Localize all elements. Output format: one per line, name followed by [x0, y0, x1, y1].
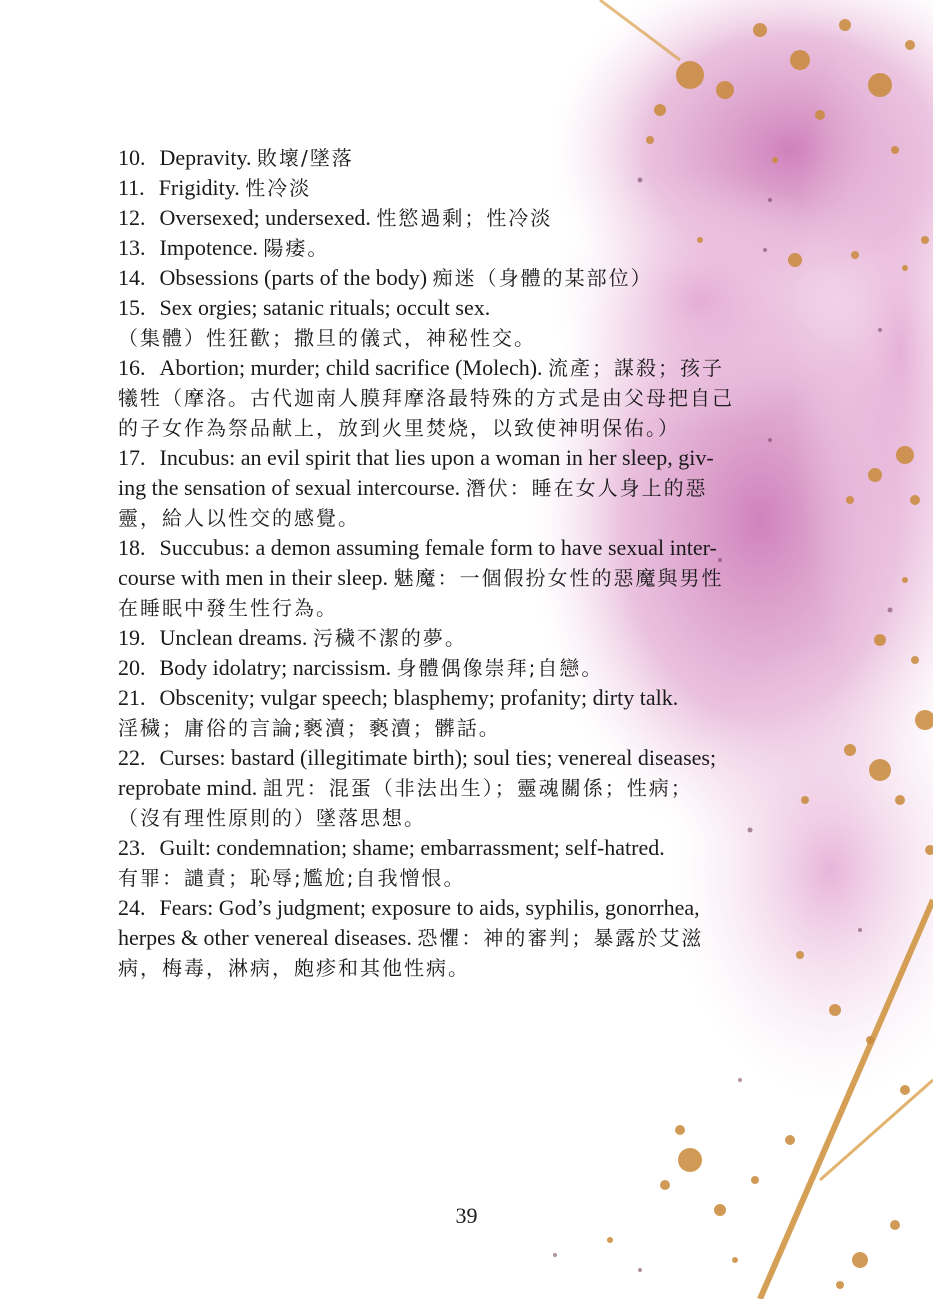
item-chinese: （集體）性狂歡；撒旦的儀式，神秘性交。	[118, 326, 536, 350]
item-chinese: 潛伏：睡在女人身上的惡	[465, 476, 708, 500]
item-chinese: 性冷淡	[245, 176, 312, 200]
item-chinese: 恐懼：神的審判；暴露於艾滋	[417, 926, 704, 950]
item-chinese: 有罪：譴責；恥辱;尷尬;自我憎恨。	[118, 866, 466, 890]
list-item-22	[118, 743, 818, 773]
list-item-17-line-2	[118, 473, 818, 503]
item-number: 13.	[118, 235, 146, 260]
item-english: ing the sensation of sexual intercourse.	[118, 475, 461, 500]
item-chinese: 性慾過剩；性冷淡	[376, 206, 553, 230]
list-item-21-chinese	[118, 713, 818, 743]
item-english: Unclean dreams.	[159, 625, 308, 650]
page-number: 39	[455, 1203, 478, 1228]
item-number: 14.	[118, 265, 146, 290]
list-item-15-chinese	[118, 323, 818, 353]
item-number: 11.	[118, 175, 145, 200]
item-english: Depravity.	[159, 145, 252, 170]
list-item-18-chinese-2	[118, 593, 818, 623]
item-chinese: 詛咒：混蛋（非法出生）；靈魂關係；性病；	[262, 776, 693, 800]
list-item-17	[118, 443, 818, 473]
list-item-18	[118, 533, 818, 563]
list-item-21	[118, 683, 818, 713]
text-block	[118, 143, 818, 983]
item-english: reprobate mind.	[118, 775, 258, 800]
item-chinese: 犧牲（摩洛。古代迦南人膜拜摩洛最特殊的方式是由父母把自己	[118, 386, 734, 410]
item-number: 24.	[118, 895, 146, 920]
list-item-24-chinese-2	[118, 953, 818, 983]
item-chinese: 流產；謀殺；孩子	[548, 356, 725, 380]
list-item-17-chinese-2	[118, 503, 818, 533]
item-number: 23.	[118, 835, 146, 860]
list-item-19	[118, 623, 818, 653]
item-number: 19.	[118, 625, 146, 650]
list-item-14	[118, 263, 818, 293]
item-english: course with men in their sleep.	[118, 565, 389, 590]
list-item-13	[118, 233, 818, 263]
item-chinese: 病，梅毒，淋病，皰疹和其他性病。	[118, 956, 470, 980]
item-chinese: 污穢不潔的夢。	[312, 626, 467, 650]
item-number: 15.	[118, 295, 146, 320]
item-english: Sex orgies; satanic rituals; occult sex.	[159, 295, 491, 320]
item-english: herpes & other venereal diseases.	[118, 925, 412, 950]
item-english: Incubus: an evil spirit that lies upon a woman in her sleep, giv-	[159, 445, 714, 470]
item-number: 10.	[118, 145, 146, 170]
item-english: Frigidity.	[158, 175, 240, 200]
item-english: Obsessions (parts of the body)	[159, 265, 428, 290]
item-english: Oversexed; undersexed.	[159, 205, 371, 230]
list-item-22-line-2	[118, 773, 818, 803]
list-item-23	[118, 833, 818, 863]
list-item-16-chinese-2	[118, 383, 818, 413]
item-chinese: 敗壞/墜落	[257, 146, 354, 170]
item-chinese: 痴迷（身體的某部位）	[432, 266, 653, 290]
item-english: Succubus: a demon assuming female form to have sexual inter-	[159, 535, 717, 560]
list-item-23-chinese	[118, 863, 818, 893]
item-english: Fears: God’s judgment; exposure to aids, syphilis, gonorrhea,	[159, 895, 700, 920]
list-item-20	[118, 653, 818, 683]
list-item-11	[118, 173, 818, 203]
item-number: 20.	[118, 655, 146, 680]
item-number: 17.	[118, 445, 146, 470]
item-chinese: 淫穢；庸俗的言論;褻瀆；褻瀆；髒話。	[118, 716, 501, 740]
item-english: Impotence.	[159, 235, 258, 260]
item-number: 12.	[118, 205, 146, 230]
item-number: 16.	[118, 355, 146, 380]
list-item-16-chinese-3	[118, 413, 818, 443]
list-item-16	[118, 353, 818, 383]
list-item-24-line-2	[118, 923, 818, 953]
item-number: 18.	[118, 535, 146, 560]
item-chinese: 陽痿。	[263, 236, 330, 260]
item-chinese: （沒有理性原則的）墜落思想。	[118, 806, 426, 830]
item-english: Body idolatry; narcissism.	[159, 655, 392, 680]
item-chinese: 靈，給人以性交的感覺。	[118, 506, 360, 530]
item-number: 22.	[118, 745, 146, 770]
list-item-10	[118, 143, 818, 173]
item-chinese: 的子女作為祭品献上，放到火里焚烧，以致使神明保佑。）	[118, 416, 680, 440]
list-item-12	[118, 203, 818, 233]
item-english: Abortion; murder; child sacrifice (Molech).	[159, 355, 543, 380]
item-chinese: 在睡眠中發生性行為。	[118, 596, 338, 620]
item-english: Guilt: condemnation; shame; embarrassment; self-hatred.	[159, 835, 665, 860]
item-number: 21.	[118, 685, 146, 710]
list-item-22-chinese-2	[118, 803, 818, 833]
item-chinese: 魅魔：一個假扮女性的惡魔與男性	[393, 566, 724, 590]
item-english: Curses: bastard (illegitimate birth); soul ties; venereal diseases;	[159, 745, 717, 770]
list-item-24	[118, 893, 818, 923]
item-chinese: 身體偶像崇拜;自戀。	[396, 656, 604, 680]
list-item-18-line-2	[118, 563, 818, 593]
list-item-15	[118, 293, 818, 323]
item-english: Obscenity; vulgar speech; blasphemy; profanity; dirty talk.	[159, 685, 679, 710]
